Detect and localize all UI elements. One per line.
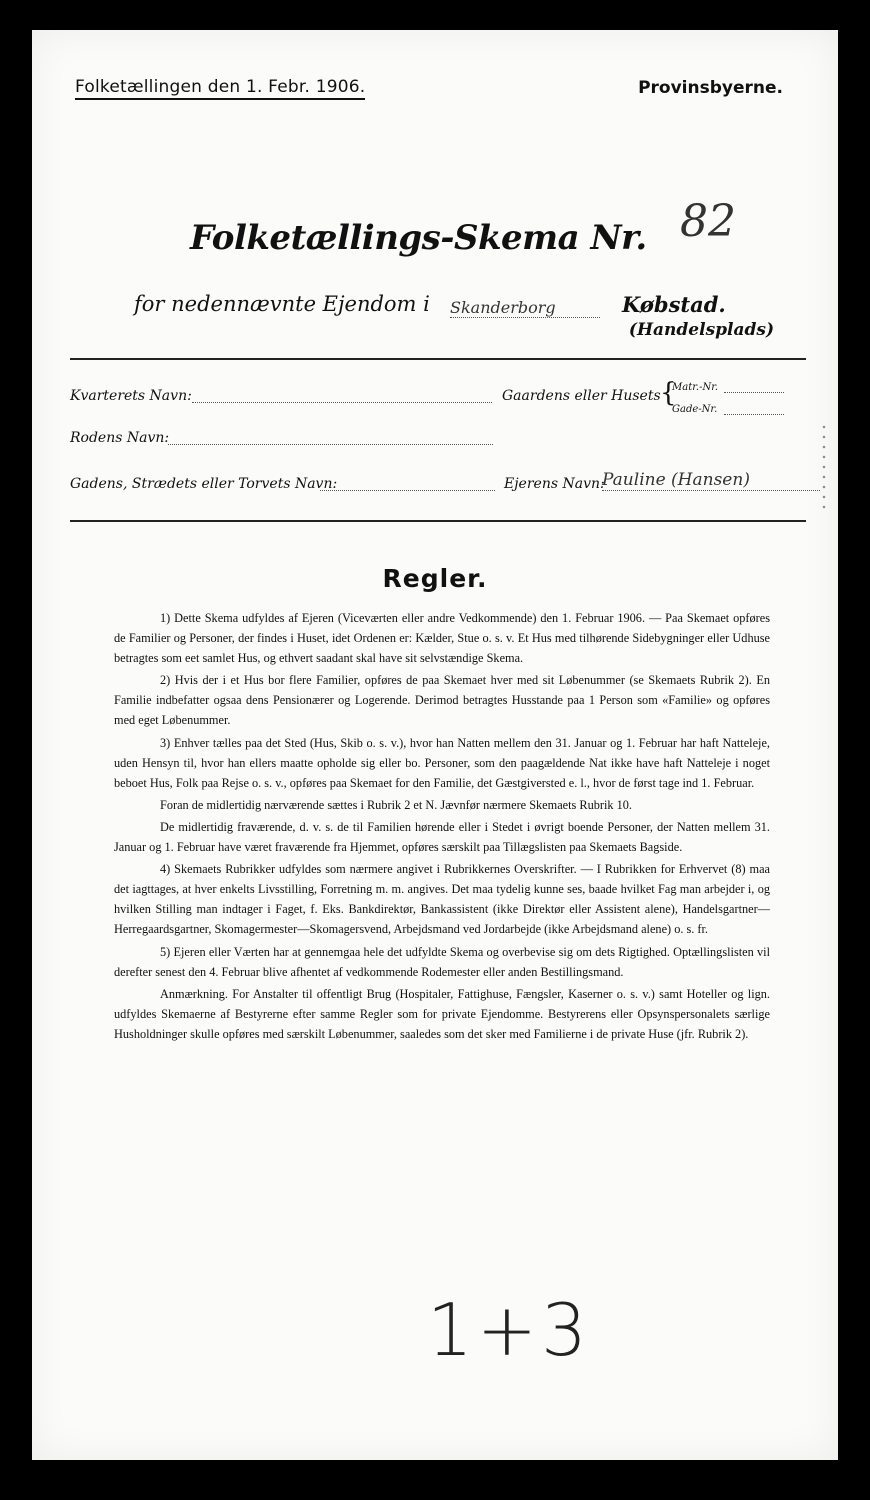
rule-1: 1) Dette Skema udfyldes af Ejeren (Viceværten eller andre Vedkommende) den 1. Februar 1906. — Paa Skemaet opføres de Familier og Personer, der findes i Huset, idet Ordenen er: Kælder, Stue o. s. v. Et Hus med tilhørende Sidebygninger eller Udhuse betragtes som eet samlet Hus, og ethvert saadant skal have sit selvstændige Skema. bbox=[114, 611, 770, 666]
margin-perforation bbox=[820, 422, 828, 512]
owner-name-handwritten: Pauline (Hansen) bbox=[602, 470, 820, 491]
matr-nr-field[interactable] bbox=[724, 392, 784, 393]
census-form-sheet bbox=[32, 30, 838, 1460]
street-name-label: Gadens, Strædets eller Torvets Navn: bbox=[70, 476, 338, 492]
owner-name-label: Ejerens Navn: bbox=[504, 476, 605, 492]
rules-heading: Regler. bbox=[382, 564, 488, 593]
brace-icon: { bbox=[660, 378, 677, 408]
subtitle-trading-place: (Handelsplads) bbox=[628, 320, 774, 340]
street-name-field[interactable] bbox=[320, 490, 495, 491]
property-label: Gaardens eller Husets bbox=[502, 388, 661, 404]
census-header: Folketællingen den 1. Febr. 1906. bbox=[75, 77, 365, 100]
matr-nr-label: Matr.-Nr. bbox=[672, 382, 719, 393]
rode-name-field[interactable] bbox=[168, 444, 493, 445]
rule-3-temporary-present: Foran de midlertidig nærværende sættes i Rubrik 2 et N. Jævnfør nærmere Skemaets Rubrik 10. bbox=[160, 797, 633, 812]
fields-divider bbox=[70, 520, 806, 522]
rules-body bbox=[114, 608, 770, 1046]
form-title: Folketællings-Skema Nr. bbox=[190, 218, 647, 258]
region-header: Provinsbyerne. bbox=[638, 78, 783, 98]
rule-2: 2) Hvis der i et Hus bor flere Familier, opføres de paa Skemaet hver med sit Løbenummer (se Skemaets Rubrik 2). En Familie indbefatter ogsaa dens Pensionærer og Logerende. Derimod betragtes Husstande paa 1 Person som «Familie» og opføres med eget Løbenummer. bbox=[114, 673, 770, 728]
rule-3-temporary-absent: De midlertidig fraværende, d. v. s. de til Familien hørende eller i Stedet i øvrigt boende Personer, der Natten mellem 31. Januar og 1. Februar have været fraværende fra Hjemmet, opføres særskilt paa Tillægslisten paa Skemaets Bagside. bbox=[114, 819, 770, 855]
handwritten-count: 1+3 bbox=[427, 1288, 591, 1372]
gade-nr-label: Gade-Nr. bbox=[672, 404, 718, 415]
gade-nr-field[interactable] bbox=[724, 414, 784, 415]
rule-5: 5) Ejeren eller Værten har at gennemgaa hele det udfyldte Skema og overbevise sig om dets Rigtighed. Optællingslisten vil derefter senest den 4. Februar blive afhentet af vedkommende Rodemester eller anden Bestillingsmand. bbox=[114, 944, 770, 979]
subtitle-town-type: Købstad. bbox=[622, 292, 726, 317]
top-divider bbox=[70, 358, 806, 360]
quarter-name-field[interactable] bbox=[192, 402, 492, 403]
rule-3: 3) Enhver tælles paa det Sted (Hus, Skib o. s. v.), hvor han Natten mellem den 31. Januar og 1. Februar har haft Natteleje, uden Hensyn til, hvor han ellers maatte opholde sig eller bo. Personer, som den paagældende Nat ikke have haft Natteleje i noget beboet Hus, Folk paa Rejse o. s. v., opføres paa Skemaet for den Familie, det Gæstgiversted e. l., hvor de først tage ind 1. Februar. bbox=[114, 735, 770, 790]
subtitle-property: for nedennævnte Ejendom i bbox=[134, 292, 430, 316]
form-number-handwritten: 82 bbox=[680, 196, 736, 247]
rule-note: Anmærkning. For Anstalter til offentligt Brug (Hospitaler, Fattighuse, Fængsler, Kaserner o. s. v.) samt Hoteller og lign. udfyldes Skemaerne af Bestyrerne efter samme Regler som for private Ejendomme. Bestyrerens eller Opsynspersonalets særlige Husholdninger skulle opføres med særskilt Løbenummer, saaledes som det sker med Familierne i de private Huse (jfr. Rubrik 2). bbox=[114, 986, 770, 1041]
rode-name-label: Rodens Navn: bbox=[70, 430, 170, 446]
rule-4: 4) Skemaets Rubrikker udfyldes som nærmere angivet i Rubrikkernes Overskrifter. — I Rubrikken for Erhvervet (8) maa det iagttages, at hver enkelts Livsstilling, Forretning m. m. angives. Det maa tydelig kunne ses, baade hvilket Fag man arbejder i, og hvilken Stilling man indtager i Faget, f. Eks. Bankdirektør, Bankassistent (ikke Direktør eller Assistent alene), Handelsgartner—Herregaardsgartner, Skomagermester—Skomagersvend, Arbejdsmand ved Jordarbejde (ikke Arbejdsmand alene) o. s. fr. bbox=[114, 862, 770, 937]
quarter-name-label: Kvarterets Navn: bbox=[70, 388, 192, 404]
town-handwritten: Skanderborg bbox=[450, 298, 600, 318]
